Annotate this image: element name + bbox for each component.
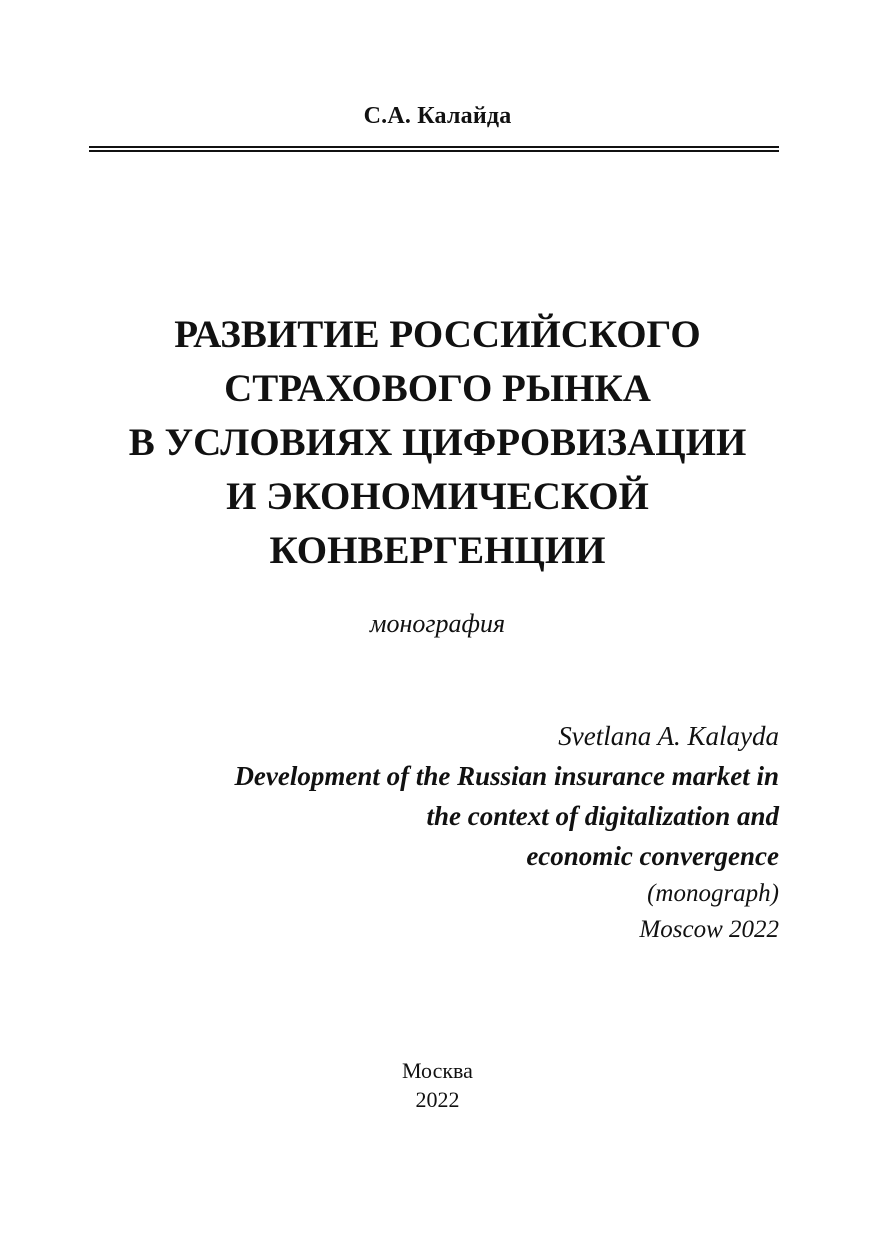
imprint	[0, 1056, 875, 1114]
imprint-year: 2022	[415, 1087, 460, 1112]
english-title-line: the context of digitalization and	[426, 801, 779, 831]
english-author: Svetlana A. Kalayda	[558, 721, 779, 751]
english-place-year: Moscow 2022	[639, 916, 779, 943]
book-title-line: СТРАХОВОГО РЫНКА	[224, 367, 651, 410]
genre-label: монография	[369, 609, 506, 638]
imprint-city: Москва	[402, 1058, 473, 1083]
english-summary	[79, 716, 779, 948]
author-name: С.А. Калайда	[363, 103, 512, 129]
book-title-line: В УСЛОВИЯХ ЦИФРОВИЗАЦИИ	[128, 421, 747, 464]
book-title-line: РАЗВИТИЕ РОССИЙСКОГО	[174, 313, 701, 356]
book-title	[40, 308, 835, 578]
english-genre: (monograph)	[647, 880, 779, 907]
book-title-line: КОНВЕРГЕНЦИИ	[269, 529, 606, 572]
book-title-line: И ЭКОНОМИЧЕСКОЙ	[226, 475, 649, 518]
english-title-line: Development of the Russian insurance market in	[234, 761, 779, 791]
english-title-line: economic convergence	[526, 841, 779, 871]
double-rule-bottom	[89, 150, 779, 152]
double-rule-top	[89, 146, 779, 148]
